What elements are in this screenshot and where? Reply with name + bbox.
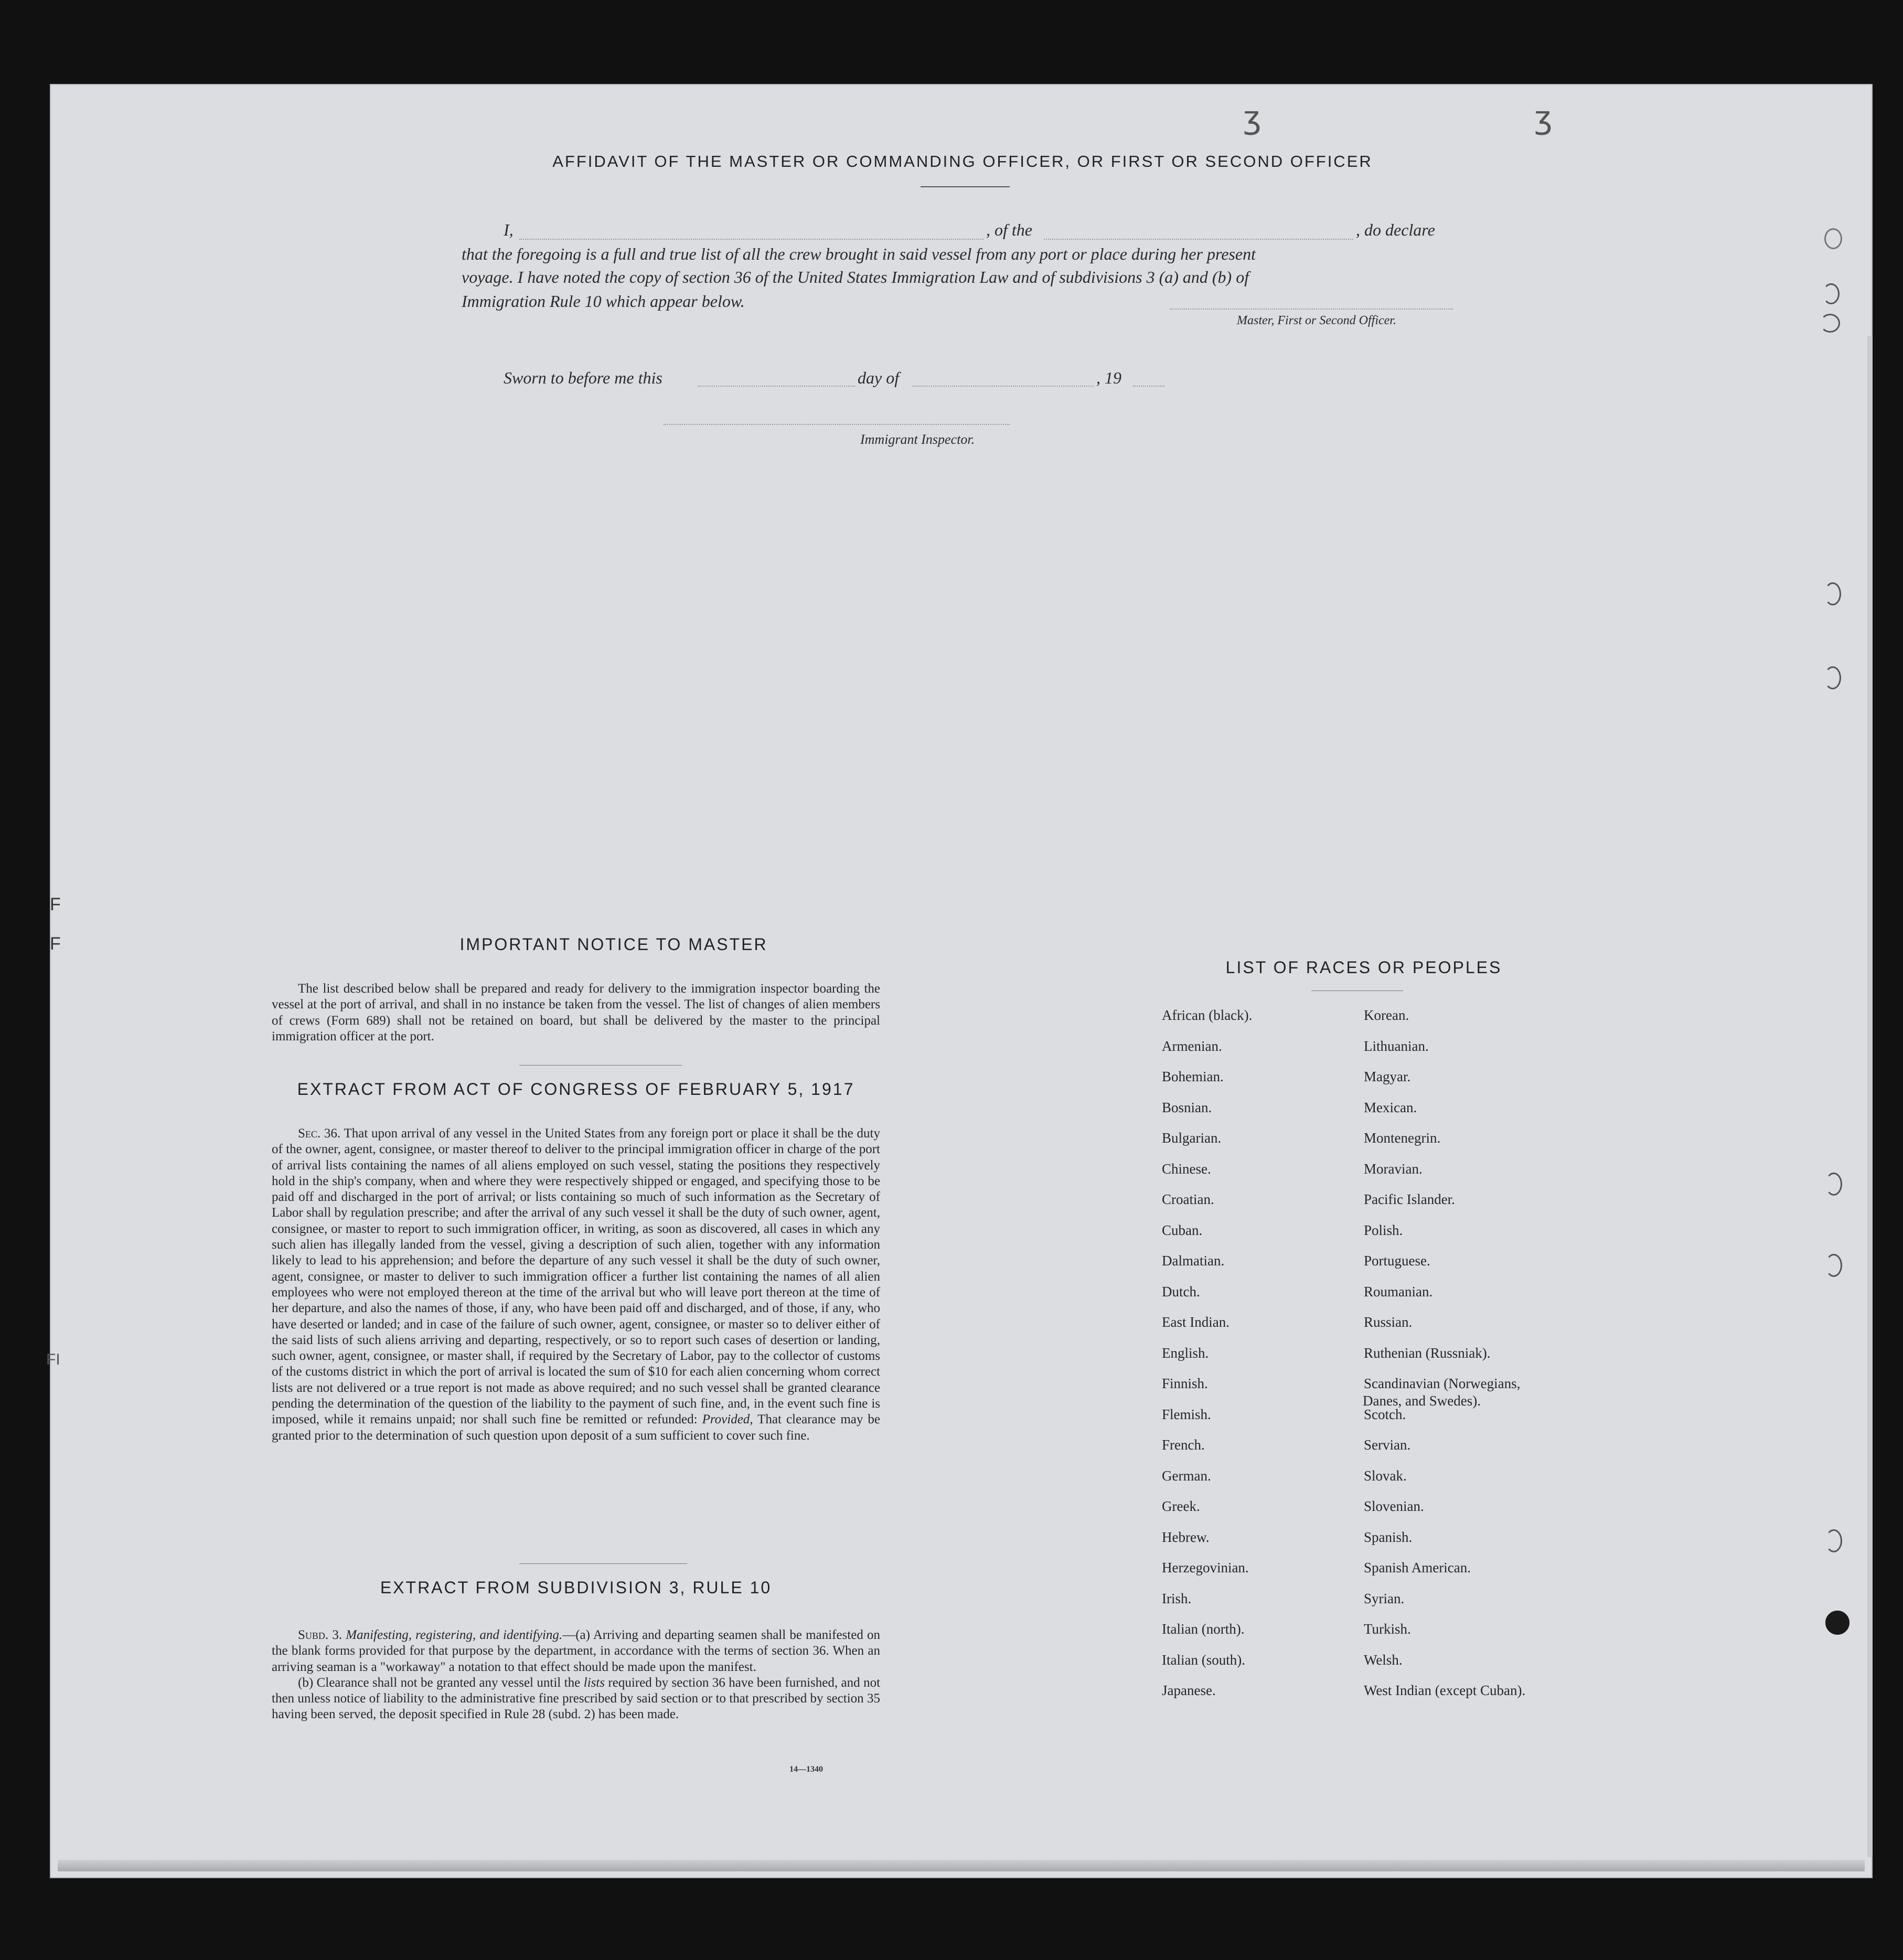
race-item: Croatian. bbox=[1162, 1191, 1214, 1207]
rule-title: EXTRACT FROM SUBDIVISION 3, RULE 10 bbox=[380, 1578, 772, 1597]
race-item: East Indian. bbox=[1162, 1314, 1230, 1330]
punch-hole bbox=[1825, 1173, 1842, 1196]
punch-hole bbox=[1824, 666, 1841, 689]
race-item: Flemish. bbox=[1162, 1406, 1211, 1422]
race-item: Hebrew. bbox=[1162, 1529, 1210, 1545]
race-item: Irish. bbox=[1162, 1590, 1192, 1606]
race-item: Syrian. bbox=[1364, 1590, 1405, 1606]
race-item: Finnish. bbox=[1162, 1376, 1208, 1391]
act-section: Sec. 36. bbox=[298, 1126, 341, 1141]
punch-hole bbox=[1825, 1254, 1842, 1277]
master-signature-field[interactable] bbox=[1170, 308, 1453, 310]
affidavit-line-2: that the foregoing is a full and true list of all the crew brought in said vessel from any port or place during her present bbox=[462, 244, 1256, 263]
race-item: Korean. bbox=[1364, 1007, 1409, 1023]
race-item: Lithuanian. bbox=[1364, 1038, 1429, 1054]
race-item: Spanish. bbox=[1364, 1529, 1413, 1545]
affidavit-of-the: , of the bbox=[986, 220, 1032, 239]
race-item: African (black). bbox=[1162, 1007, 1253, 1023]
title-divider bbox=[921, 186, 1010, 187]
race-item: Greek. bbox=[1162, 1498, 1200, 1514]
form-number: 14—1340 bbox=[789, 1765, 823, 1774]
race-item: Scotch. bbox=[1364, 1406, 1406, 1422]
year-label: , 19 bbox=[1096, 368, 1121, 387]
punch-hole bbox=[1824, 228, 1842, 249]
race-item: Scandinavian (Norwegians, bbox=[1364, 1376, 1521, 1391]
race-item: Polish. bbox=[1364, 1222, 1403, 1238]
race-item: Italian (north). bbox=[1162, 1621, 1245, 1637]
race-item: Ruthenian (Russniak). bbox=[1364, 1345, 1491, 1361]
name-field[interactable] bbox=[519, 239, 983, 240]
master-signature-label: Master, First or Second Officer. bbox=[1237, 314, 1396, 327]
affidavit-line-4: Immigration Rule 10 which appear below. bbox=[462, 292, 745, 311]
race-item: Dalmatian. bbox=[1162, 1253, 1225, 1269]
punch-hole bbox=[1825, 1529, 1842, 1552]
day-of-label: day of bbox=[858, 368, 900, 387]
sworn-month-field[interactable] bbox=[913, 386, 1094, 387]
section-divider bbox=[519, 1563, 687, 1564]
race-item: Spanish American. bbox=[1364, 1560, 1471, 1575]
rule-text: Subd. 3. Manifesting, registering, and identifying.—(a) Arriving and departing seamen shall be manifested on the blank forms provided for that purpose by the department, in accordance with the terms of section 36. When an arriving seaman is a "workaway" a notation to that effect should be made upon the manifest. (b) Clearance shall not be granted any vessel until the lists required by section 36 have been furnished, and not then unless notice of liability to the administrative fine prescribed by said section or to that prescribed by section 35 having been served, the deposit specified in Rule 28 (subd. 2) has been made. bbox=[272, 1628, 881, 1722]
race-item: Danes, and Swedes). bbox=[1363, 1393, 1481, 1409]
handwritten-mark: ʒ bbox=[1243, 100, 1261, 136]
race-item: Herzegovinian. bbox=[1162, 1560, 1249, 1575]
margin-letter: FI bbox=[46, 1351, 60, 1368]
race-item: Magyar. bbox=[1364, 1069, 1411, 1084]
section-divider bbox=[519, 1065, 682, 1066]
race-item: Bulgarian. bbox=[1162, 1130, 1222, 1146]
act-title: EXTRACT FROM ACT OF CONGRESS OF FEBRUARY 5, 1917 bbox=[297, 1080, 855, 1099]
inspector-label: Immigrant Inspector. bbox=[860, 432, 975, 447]
race-item: Mexican. bbox=[1364, 1099, 1417, 1115]
margin-letter: F bbox=[50, 934, 61, 954]
sheet-edge-bottom bbox=[58, 1860, 1865, 1871]
race-item: Moravian. bbox=[1364, 1160, 1423, 1177]
punch-hole bbox=[1820, 314, 1840, 333]
handwritten-mark: ʒ bbox=[1534, 100, 1553, 136]
affidavit-do-declare: , do declare bbox=[1356, 220, 1435, 239]
race-item: French. bbox=[1162, 1437, 1205, 1453]
race-item: Russian. bbox=[1364, 1314, 1413, 1330]
race-item: Bohemian. bbox=[1162, 1069, 1224, 1084]
races-divider bbox=[1311, 990, 1403, 991]
race-item: Slovak. bbox=[1364, 1467, 1407, 1484]
race-item: English. bbox=[1162, 1345, 1209, 1361]
race-item: Italian (south). bbox=[1162, 1652, 1245, 1668]
sworn-day-field[interactable] bbox=[698, 386, 855, 387]
vessel-field[interactable] bbox=[1044, 239, 1353, 240]
race-item: Montenegrin. bbox=[1364, 1130, 1441, 1146]
notice-text: The list described below shall be prepared and ready for delivery to the immigration inspector boarding the vessel at the port of arrival, and shall in no instance be taken from the vessel. The list of changes of alien members of crews (Form 689) shall not be retained on board, but shall be delivered by the master to the principal immigration officer at the port. bbox=[272, 982, 880, 1043]
sheet-edge bbox=[1867, 336, 1873, 1857]
punch-hole bbox=[1825, 1611, 1849, 1635]
sworn-label: Sworn to before me this bbox=[504, 368, 662, 387]
race-item: Armenian. bbox=[1162, 1038, 1222, 1054]
affidavit-i: I, bbox=[504, 220, 514, 239]
races-title: LIST OF RACES OR PEOPLES bbox=[1225, 958, 1502, 977]
sworn-year-field[interactable] bbox=[1133, 386, 1164, 387]
race-item: Roumanian. bbox=[1364, 1283, 1433, 1299]
race-item: Bosnian. bbox=[1162, 1099, 1212, 1115]
race-item: Welsh. bbox=[1364, 1652, 1403, 1668]
race-item: Japanese. bbox=[1162, 1682, 1216, 1698]
race-item: German. bbox=[1162, 1467, 1211, 1484]
punch-hole bbox=[1823, 283, 1840, 304]
affidavit-title: AFFIDAVIT OF THE MASTER OR COMMANDING OFFICER, OR FIRST OR SECOND OFFICER bbox=[552, 152, 1373, 171]
race-item: West Indian (except Cuban). bbox=[1364, 1682, 1526, 1698]
race-item: Portuguese. bbox=[1364, 1253, 1430, 1269]
race-item: Dutch. bbox=[1162, 1283, 1200, 1299]
race-item: Servian. bbox=[1364, 1437, 1411, 1453]
race-item: Turkish. bbox=[1364, 1621, 1411, 1637]
race-item: Cuban. bbox=[1162, 1222, 1203, 1238]
margin-letter: F bbox=[50, 894, 61, 914]
race-item: Pacific Islander. bbox=[1364, 1191, 1455, 1207]
inspector-signature-field[interactable] bbox=[664, 424, 1010, 425]
punch-hole bbox=[1824, 582, 1841, 605]
act-text: Sec. 36. That upon arrival of any vessel in the United States from any foreign port or place it shall be the duty of the owner, agent, consignee, or master thereof to deliver to the principal immigration officer in charge of the port of arrival lists containing the names of all aliens employed on such vessel, stating the positions they respectively hold in the ship's company, when and where they were respectively shipped or engaged, and specifying those to be paid off and discharged in the port of arrival; or lists containing so much of such information as the Secretary of Labor shall by regulation prescribe; and after the arrival of any such vessel it shall be the duty of such owner, agent, consignee, or master to report to such immigration officer, in writing, as soon as discovered, all cases in which any such alien has illegally landed from the vessel, giving a description of such alien, together with any information likely to lead to his apprehension; and before the departure of any such vessel it shall be the duty of such owner, agent, consignee, or master to deliver to such immigration officer a further list containing the names of all alien employees who were not employed thereon at the time of the arrival but who will leave port thereon at the time of her departure, and also the names of those, if any, who have been paid off and discharged, and of those, if any, who have deserted or landed; and in case of the failure of such owner, agent, consignee, or master so to deliver either of the said lists of such aliens arriving and departing, respectively, or so to report such cases of desertion or landing, such owner, agent, consignee, or master shall, if required by the Secretary of Labor, pay to the collector of customs of the customs district in which the port of arrival is located the sum of $10 for each alien concerning whom correct lists are not delivered or a true report is not made as above required; and no such vessel shall be granted clearance pending the determination of the question of the liability to the payment of such fine, and, in the event such fine is imposed, while it remains unpaid; nor shall such fine be remitted or refunded: Provided, That clearance may be granted prior to the determination of such question upon deposit of a sum sufficient to cover such fine. bbox=[272, 1126, 880, 1443]
race-item: Slovenian. bbox=[1364, 1498, 1424, 1514]
notice-title: IMPORTANT NOTICE TO MASTER bbox=[459, 935, 768, 954]
affidavit-line-3: voyage. I have noted the copy of section 36 of the United States Immigration Law and of subdivisions 3 (a) and (b) of bbox=[462, 268, 1249, 286]
race-item: Chinese. bbox=[1162, 1160, 1211, 1177]
